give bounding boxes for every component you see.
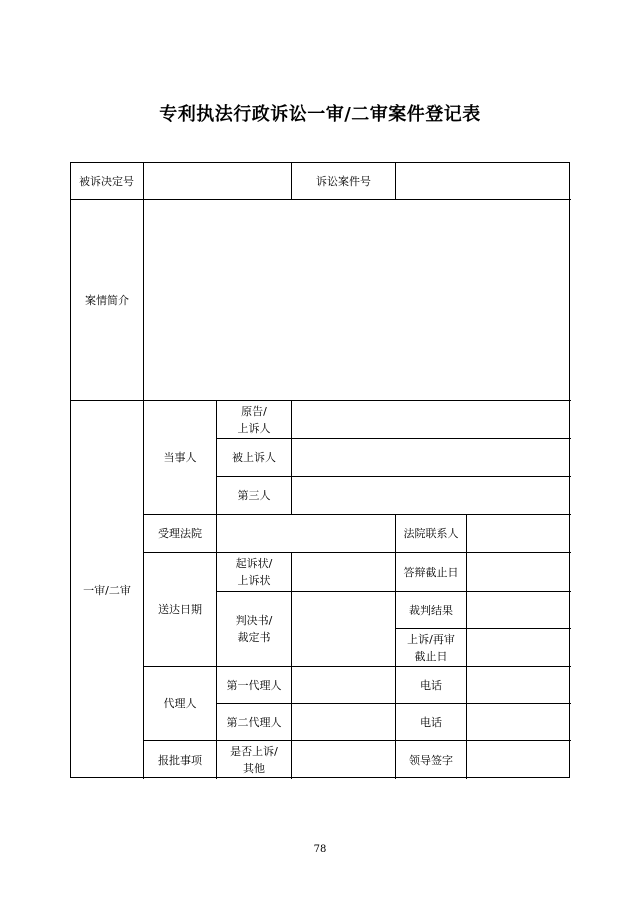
third-party-label: 第三人 (217, 477, 292, 515)
decision-no-label: 被诉决定号 (71, 163, 144, 200)
court-contact-label: 法院联系人 (396, 515, 467, 553)
page-number: 78 (313, 844, 327, 855)
plaintiff-field[interactable] (292, 401, 571, 439)
court-field[interactable] (217, 515, 396, 553)
agent-label: 代理人 (144, 667, 217, 741)
registration-form (70, 162, 570, 778)
parties-label: 当事人 (144, 401, 217, 515)
reply-deadline-field[interactable] (467, 553, 571, 592)
appeal-other-field[interactable] (292, 741, 396, 779)
reply-deadline-label: 答辩截止日 (396, 553, 467, 592)
phone-label: 电话 (396, 667, 467, 704)
judgment-date-field[interactable] (292, 592, 396, 667)
court-label: 受理法院 (144, 515, 217, 553)
case-summary-field[interactable] (144, 200, 571, 401)
leader-signature-label: 领导签字 (396, 741, 467, 779)
third-party-field[interactable] (292, 477, 571, 515)
phone2-label: 电话 (396, 704, 467, 741)
appeal-deadline-label: 上诉/再审 截止日 (396, 629, 467, 667)
case-no-label: 诉讼案件号 (292, 163, 396, 200)
appellee-field[interactable] (292, 439, 571, 477)
phone2-field[interactable] (467, 704, 571, 741)
court-contact-field[interactable] (467, 515, 571, 553)
trial-label: 一审/二审 (71, 401, 144, 779)
case-no-field[interactable] (396, 163, 571, 200)
phone-field[interactable] (467, 667, 571, 704)
plaintiff-label: 原告/ 上诉人 (217, 401, 292, 439)
page-title: 专利执法行政诉讼一审/二审案件登记表 (159, 104, 481, 125)
judgment-result-label: 裁判结果 (396, 592, 467, 629)
complaint-date-field[interactable] (292, 553, 396, 592)
service-date-label: 送达日期 (144, 553, 217, 667)
appellee-label: 被上诉人 (217, 439, 292, 477)
appeal-deadline-field[interactable] (467, 629, 571, 667)
first-agent-label: 第一代理人 (217, 667, 292, 704)
judgment-result-field[interactable] (467, 592, 571, 629)
approval-label: 报批事项 (144, 741, 217, 779)
judgment-label: 判决书/ 裁定书 (217, 592, 292, 667)
case-summary-label: 案情简介 (71, 200, 144, 401)
leader-signature-field[interactable] (467, 741, 571, 779)
appeal-other-label: 是否上诉/ 其他 (217, 741, 292, 779)
complaint-label: 起诉状/ 上诉状 (217, 553, 292, 592)
second-agent-label: 第二代理人 (217, 704, 292, 741)
second-agent-field[interactable] (292, 704, 396, 741)
decision-no-field[interactable] (144, 163, 292, 200)
first-agent-field[interactable] (292, 667, 396, 704)
